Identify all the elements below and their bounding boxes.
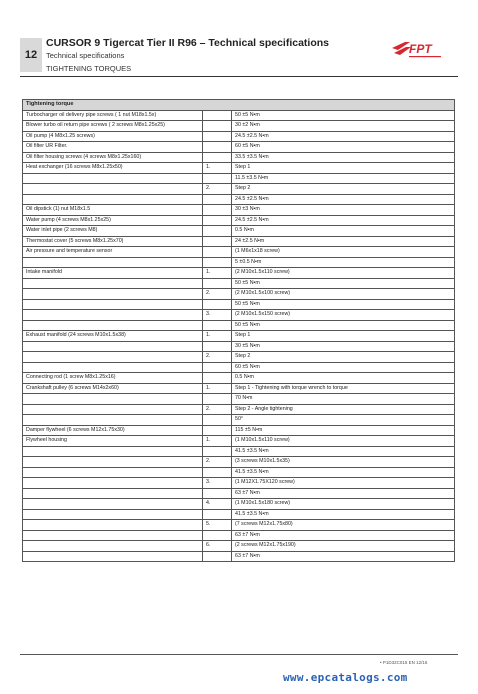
table-row [23, 436, 455, 447]
table-row [23, 163, 455, 174]
step-cell: 1. [203, 436, 232, 447]
table-row [23, 373, 455, 384]
page-number: 12 [20, 38, 42, 72]
table-row [23, 215, 455, 226]
component-cell: Flywheel housing [23, 436, 203, 447]
table-row [23, 152, 455, 163]
component-cell: Connecting rod (1 screw M8x1.25x16) [23, 373, 203, 384]
component-cell [23, 194, 203, 205]
step-cell [203, 226, 232, 237]
table-title-row [23, 100, 455, 111]
component-cell: Oil dipstick (1) nut M18x1.5 [23, 205, 203, 216]
component-cell [23, 457, 203, 468]
step-cell [203, 467, 232, 478]
step-cell: 5. [203, 520, 232, 531]
torque-cell: 30 ±5 N•m [232, 341, 455, 352]
table-row [23, 194, 455, 205]
table-row [23, 415, 455, 426]
step-cell: 2. [203, 457, 232, 468]
step-cell: 2. [203, 289, 232, 300]
torque-cell: 41.5 ±3.5 N•m [232, 446, 455, 457]
table-row [23, 299, 455, 310]
table-row [23, 425, 455, 436]
step-cell [203, 121, 232, 132]
section-title: TIGHTENING TORQUES [46, 64, 132, 73]
component-cell [23, 278, 203, 289]
torque-cell: 24 ±2.5 N•m [232, 236, 455, 247]
table-row [23, 268, 455, 279]
torque-cell: (2 screws M12x1.75x190) [232, 541, 455, 552]
torque-cell: 11.5 ±3.5 N•m [232, 173, 455, 184]
torque-cell: 0.5 N•m [232, 373, 455, 384]
torque-cell: (2 M10x1.5x150 screw) [232, 310, 455, 321]
step-cell [203, 205, 232, 216]
torque-cell: 115 ±5 N•m [232, 425, 455, 436]
component-cell [23, 320, 203, 331]
component-cell: Oil filter UR Filter. [23, 142, 203, 153]
torque-cell: (2 M10x1.5x100 screw) [232, 289, 455, 300]
table-row [23, 257, 455, 268]
torque-cell: 24.5 ±2.5 N•m [232, 194, 455, 205]
component-cell [23, 352, 203, 363]
component-cell [23, 551, 203, 562]
component-cell: Turbocharger oil delivery pipe screws ( 1 nut M18x1.5x) [23, 110, 203, 121]
table-row [23, 331, 455, 342]
step-cell [203, 278, 232, 289]
component-cell [23, 478, 203, 489]
torque-cell: Step 1 [232, 331, 455, 342]
torque-cell: 30 ±2 N•m [232, 121, 455, 132]
component-cell: Water pump (4 screws M8x1.25x25) [23, 215, 203, 226]
component-cell [23, 488, 203, 499]
step-cell [203, 131, 232, 142]
step-cell: 2. [203, 352, 232, 363]
table-row [23, 320, 455, 331]
step-cell: 2. [203, 404, 232, 415]
torque-cell: 50 ±5 N•m [232, 320, 455, 331]
table-row [23, 289, 455, 300]
component-cell: Heat exchanger (16 screws M8x1.25x50) [23, 163, 203, 174]
step-cell: 1. [203, 383, 232, 394]
table-row [23, 530, 455, 541]
component-cell [23, 446, 203, 457]
step-cell [203, 425, 232, 436]
step-cell [203, 320, 232, 331]
table-row [23, 205, 455, 216]
torque-cell: (1 M6x1x18 screw) [232, 247, 455, 258]
page-subtitle: Technical specifications [46, 51, 125, 60]
step-cell [203, 551, 232, 562]
step-cell [203, 373, 232, 384]
table-row [23, 236, 455, 247]
component-cell [23, 415, 203, 426]
step-cell [203, 446, 232, 457]
torque-cell: 60 ±5 N•m [232, 362, 455, 373]
torque-cell: Step 2 [232, 184, 455, 195]
table-row [23, 278, 455, 289]
table-row [23, 247, 455, 258]
torque-cell: 5 ±0.5 N•m [232, 257, 455, 268]
table-row [23, 184, 455, 195]
step-cell [203, 142, 232, 153]
torque-cell: 33.5 ±3.5 N•m [232, 152, 455, 163]
step-cell: 1. [203, 331, 232, 342]
component-cell: Intake manifold [23, 268, 203, 279]
torque-cell: 41.5 ±3.5 N•m [232, 509, 455, 520]
step-cell [203, 509, 232, 520]
table-row [23, 509, 455, 520]
torque-cell: 24.5 ±2.5 N•m [232, 215, 455, 226]
table-row [23, 520, 455, 531]
torque-cell: 70 N•m [232, 394, 455, 405]
step-cell [203, 530, 232, 541]
tightening-torque-table [22, 99, 455, 562]
torque-cell: (1 M10x1.5x180 screw) [232, 499, 455, 510]
component-cell [23, 394, 203, 405]
table-row [23, 478, 455, 489]
step-cell: 3. [203, 310, 232, 321]
component-cell [23, 299, 203, 310]
table-row [23, 142, 455, 153]
torque-cell: (3 screws M10x1.5x35) [232, 457, 455, 468]
torque-cell: 63 ±7 N•m [232, 551, 455, 562]
component-cell [23, 184, 203, 195]
step-cell: 4. [203, 499, 232, 510]
component-cell [23, 541, 203, 552]
step-cell [203, 194, 232, 205]
torque-cell: 50 ±5 N•m [232, 299, 455, 310]
table-row [23, 499, 455, 510]
table-row [23, 394, 455, 405]
table-row [23, 457, 455, 468]
step-cell [203, 110, 232, 121]
step-cell [203, 173, 232, 184]
component-cell [23, 467, 203, 478]
torque-cell: 50 ±5 N•m [232, 278, 455, 289]
torque-cell: Step 1 [232, 163, 455, 174]
component-cell: Air pressure and temperature sensor [23, 247, 203, 258]
torque-cell: 41.5 ±3.5 N•m [232, 467, 455, 478]
component-cell [23, 173, 203, 184]
table-row [23, 551, 455, 562]
component-cell [23, 530, 203, 541]
component-cell: Exhaust manifold (24 screws M10x1.5x38) [23, 331, 203, 342]
component-cell: Crankshaft pulley (6 screws M14x2x60) [23, 383, 203, 394]
torque-cell: 0.5 N•m [232, 226, 455, 237]
component-cell: Water inlet pipe (2 screws M8) [23, 226, 203, 237]
step-cell [203, 215, 232, 226]
component-cell: Oil filter housing screws (4 screws M8x1.25x160) [23, 152, 203, 163]
table-row [23, 362, 455, 373]
step-cell [203, 488, 232, 499]
torque-cell: 63 ±7 N•m [232, 530, 455, 541]
component-cell [23, 341, 203, 352]
torque-cell: 63 ±7 N•m [232, 488, 455, 499]
step-cell [203, 415, 232, 426]
table-row [23, 541, 455, 552]
component-cell [23, 289, 203, 300]
table-row [23, 121, 455, 132]
torque-cell: Step 1 - Tightening with torque wrench to torque [232, 383, 455, 394]
component-cell [23, 362, 203, 373]
step-cell: 3. [203, 478, 232, 489]
component-cell: Damper flywheel (6 screws M12x1.75x30) [23, 425, 203, 436]
table-row [23, 341, 455, 352]
table-row [23, 131, 455, 142]
component-cell: Oil pump (4 M8x1.25 screws) [23, 131, 203, 142]
table-row [23, 383, 455, 394]
component-cell [23, 310, 203, 321]
table-row [23, 446, 455, 457]
step-cell [203, 362, 232, 373]
table-row [23, 404, 455, 415]
component-cell [23, 404, 203, 415]
step-cell [203, 394, 232, 405]
torque-cell: (7 screws M12x1.75x80) [232, 520, 455, 531]
watermark: www.epcatalogs.com [283, 671, 408, 684]
torque-cell: 50 ±5 N•m [232, 110, 455, 121]
component-cell [23, 520, 203, 531]
header-divider [20, 76, 458, 77]
step-cell [203, 341, 232, 352]
step-cell: 1. [203, 163, 232, 174]
table-row [23, 352, 455, 363]
step-cell [203, 299, 232, 310]
document-code: • P1D32C015 EN 12/16 [380, 660, 428, 665]
step-cell [203, 236, 232, 247]
table-row [23, 467, 455, 478]
page-title: CURSOR 9 Tigercat Tier II R96 – Technical specifications [46, 37, 330, 49]
table-row [23, 310, 455, 321]
step-cell: 1. [203, 268, 232, 279]
torque-cell: Step 2 [232, 352, 455, 363]
table-row [23, 226, 455, 237]
component-cell [23, 257, 203, 268]
torque-cell: (2 M10x1.5x110 screw) [232, 268, 455, 279]
step-cell [203, 257, 232, 268]
step-cell: 6. [203, 541, 232, 552]
fpt-logo [392, 38, 444, 62]
step-cell: 2. [203, 184, 232, 195]
torque-cell: Step 2 - Angle tightening [232, 404, 455, 415]
torque-cell: 50° [232, 415, 455, 426]
footer-divider [20, 654, 458, 655]
torque-cell: (1 M10x1.5x110 screw) [232, 436, 455, 447]
torque-cell: 30 ±3 N•m [232, 205, 455, 216]
torque-cell: (1 M12X1.75X120 screw) [232, 478, 455, 489]
torque-cell: 60 ±5 N•m [232, 142, 455, 153]
component-cell: Blower turbo oil return pipe screws ( 2 screws M8x1.25x25) [23, 121, 203, 132]
table-title: Tightening torque [23, 100, 455, 111]
logo-text: FPT [409, 42, 432, 56]
table-row [23, 110, 455, 121]
step-cell [203, 247, 232, 258]
torque-cell: 24.5 ±2.5 N•m [232, 131, 455, 142]
component-cell [23, 499, 203, 510]
component-cell [23, 509, 203, 520]
step-cell [203, 152, 232, 163]
table-row [23, 488, 455, 499]
table-row [23, 173, 455, 184]
component-cell: Thermostat cover (5 screws M8x1.25x70) [23, 236, 203, 247]
